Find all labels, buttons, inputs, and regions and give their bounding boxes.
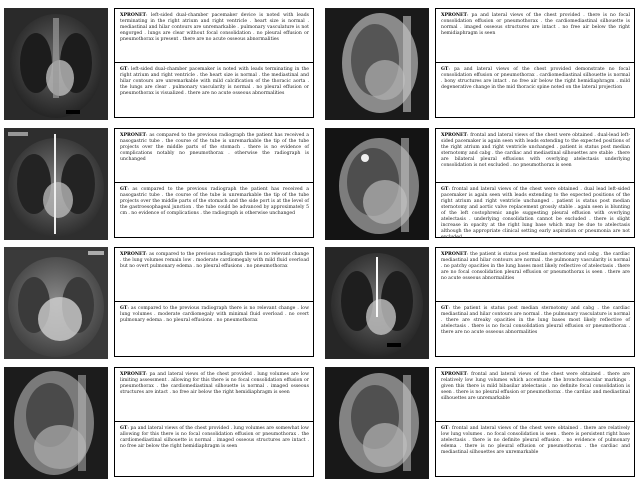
gt-label: GT — [120, 187, 128, 192]
chest-xray-image-3 — [4, 128, 108, 240]
chest-xray-image-1 — [4, 8, 108, 120]
gt-text: : frontal and lateral views of the chest were obtained . dual lead left-sided pacemaker is again seen with leads extending to the expected positions of the right atrium and right ventricle unchanged . patient is status post median sternotomy and aortic valve replacement grossly stable . again seen is blunting of the left costophrenic angle suggesting pleural effusion with overlying atelectasis . underlying consolidation cannot be excluded . there is slight increase in opacity at the right lung base which may be due to atelectasis although the appropriate clinical setting early aspiration or pneumonia are not excluded — [441, 187, 630, 240]
report-box-5 — [114, 247, 314, 357]
chest-xray-image-5 — [4, 247, 108, 359]
xpronet-text: : pa and lateral views of the chest provided . lung volumes are low limiting assessment . allowing for this there is no focal consolidation effusion or pneumothorax . the cardiomediastinal silhouette is normal . imaged osseous structures are intact . no free air below the right hemidiaphragm is seen — [120, 372, 309, 395]
report-box-6 — [435, 247, 635, 357]
xpronet-label: XPRONET — [441, 252, 467, 257]
gt-text: : pa and lateral views of the chest provided demonstrate no focal consolidation effusion or pneumothorax . cardiomediastinal silhouette is normal . bony structures are intact . no free air below the right hemidiaphragm . mild degenerative change in the mid thoracic spine noted on the lateral projection — [441, 67, 630, 90]
gt-text: : left-sided dual-chamber pacemaker is noted with leads terminating in the right atrium and right ventricle . the heart size is normal . the mediastinal and hilar contours are unremarkable with mild calcification of the thoracic aorta . the lungs are clear . pulmonary vascularity is normal . no pleural effusion or pneumothorax is visualized . there are no acute osseous abnormalities — [120, 67, 309, 96]
gt-report — [120, 67, 309, 117]
xpronet-report — [120, 372, 309, 420]
xpronet-label: XPRONET — [120, 13, 146, 18]
xpronet-label: XPRONET — [120, 372, 146, 377]
gt-report — [441, 306, 630, 356]
xpronet-text: : pa and lateral views of the chest provided . there is no focal consolidation effusion or pneumothorax . the cardiomediastinal silhouette is normal . imaged osseous structures are intact . no free air below the right hemidiaphragm is seen — [441, 13, 630, 36]
xpronet-report — [441, 372, 630, 420]
gt-report — [441, 67, 630, 117]
xpronet-label: XPRONET — [120, 133, 146, 138]
xpronet-text: : frontal and lateral views of the chest were obtained . there are relatively low lung volumes which accentuate the bronchovascular markings . given this there is mild bibasilar atelectasis . no definite focal consolidation is seen . there is no pleural effusion or pneumothorax . the cardiac and mediastinal silhouettes are unremarkable — [441, 372, 630, 401]
gt-text: : as compared to the previous radiograph there is no relevant change . low lung volumes . moderate cardiomegaly with minimal fluid overload . no overt pulmonary edema . no pleural effusions . no pneumothorax — [120, 306, 309, 323]
xpronet-report — [441, 252, 630, 300]
report-box-3 — [114, 128, 314, 238]
gt-text: : the patient is status post median sternotomy and cabg . the cardiac mediastinal and hilar contours are normal . the pulmonary vasculature is normal . there are streaky opacities in the lung bases most likely reflective of atelectasis . there is no focal consolidation pleural effusion or pneumothorax . there are no acute osseous abnormalities — [441, 306, 630, 335]
divider — [115, 62, 313, 63]
gt-label: GT — [441, 67, 449, 72]
report-box-1 — [114, 8, 314, 118]
report-box-8 — [435, 367, 635, 477]
chest-xray-image-2 — [325, 8, 429, 120]
gt-label: GT — [120, 67, 128, 72]
xpronet-report — [120, 133, 309, 181]
xpronet-report — [120, 252, 309, 300]
xpronet-label: XPRONET — [441, 372, 467, 377]
gt-report — [120, 187, 309, 237]
xpronet-text: : as compared to the previous radiograph the patient has received a nasogastric tube . the course of the tube is unremarkable the tip of the tube projects over the middle parts of the stomach . there is no evidence of complications notably no pneumothorax . otherwise the radiograph is unchanged — [120, 133, 309, 162]
chest-xray-image-4 — [325, 128, 429, 240]
gt-label: GT — [120, 426, 128, 431]
gt-text: : as compared to the previous radiograph the patient has received a nasogastric tube . the course of the tube is unremarkable the tip of the tube projects over the middle parts of the stomach and the side port is at the level of the gastroesophageal junction . the tube could be advanced by approximately 5 cm . no evidence of complications . the radiograph is otherwise unchanged — [120, 187, 309, 216]
xpronet-label: XPRONET — [120, 252, 146, 257]
divider — [436, 182, 634, 183]
report-box-2 — [435, 8, 635, 118]
divider — [115, 182, 313, 183]
xpronet-text: : the patient is status post median sternotomy and cabg . the cardiac mediastinal and hilar contours are normal . the pulmonary vascularity is normal . no patchy opacities in the lung bases most likely reflective of atelectasis . there are no focal consolidation pleural effusion or pneumothorax is seen . there are no acute osseous abnormalities — [441, 252, 630, 281]
chest-xray-image-7 — [4, 367, 108, 479]
divider — [436, 62, 634, 63]
xpronet-report — [120, 13, 309, 61]
gt-label: GT — [120, 306, 128, 311]
gt-text: : pa and lateral views of the chest provided . lung volumes are somewhat low allowing for this there is no focal consolidation effusion or pneumothorax . the cardiomediastinal silhouette is normal . imaged osseous structures are intact . no free air below the right hemidiaphragm is seen — [120, 426, 309, 449]
xpronet-report — [441, 13, 630, 61]
xpronet-text: : frontal and lateral views of the chest were obtained . dual-lead left-sided pacemaker is again seen with leads extending to the expected positions of the right atrium and right ventricle unchanged . patient is status post median sternotomy and cabg . the cardiac and mediastinal silhouettes are stable . there are bilateral pleural effusions with overlying atelectasis underlying consolidation is not excluded . no pneumothorax is seen — [441, 133, 630, 168]
report-box-7 — [114, 367, 314, 477]
gt-report — [120, 306, 309, 356]
xpronet-label: XPRONET — [441, 13, 467, 18]
gt-label: GT — [441, 187, 449, 192]
gt-report — [441, 426, 630, 476]
chest-xray-image-6 — [325, 247, 429, 359]
xpronet-label: XPRONET — [441, 133, 467, 138]
xpronet-text: : left-sided dual-chamber pacemaker device is noted with leads terminating in the right atrium and right ventricle . heart size is normal . mediastinal and hilar contours are unremarkable . pulmonary vasculature is not engorged . lungs are clear without focal consolidation . no pleural effusion or pneumothorax is present . there are no acute osseous abnormalities — [120, 13, 309, 42]
gt-label: GT — [441, 426, 449, 431]
gt-report — [441, 187, 630, 240]
chest-xray-image-8 — [325, 367, 429, 479]
gt-text: : frontal and lateral views of the chest were obtained . there are relatively low lung volumes . no focal consolidation is seen . there is persistent right base atelectasis . there is no definite pleural effusion . no evidence of pulmonary edema . there is no pleural effusion or pneumothorax . the cardiac and mediastinal silhouettes are unremarkable — [441, 426, 630, 455]
divider — [436, 301, 634, 302]
gt-report — [120, 426, 309, 476]
divider — [436, 421, 634, 422]
xpronet-report — [441, 133, 630, 181]
xpronet-text: : as compared to the previous radiograph there is no relevant change . the lung volumes remain low . moderate cardiomegaly with mild fluid overload but no overt pulmonary edema . no pleural effusions . no pneumothorax — [120, 252, 309, 269]
report-box-4 — [435, 128, 635, 238]
gt-label: GT — [441, 306, 449, 311]
divider — [115, 301, 313, 302]
divider — [115, 421, 313, 422]
